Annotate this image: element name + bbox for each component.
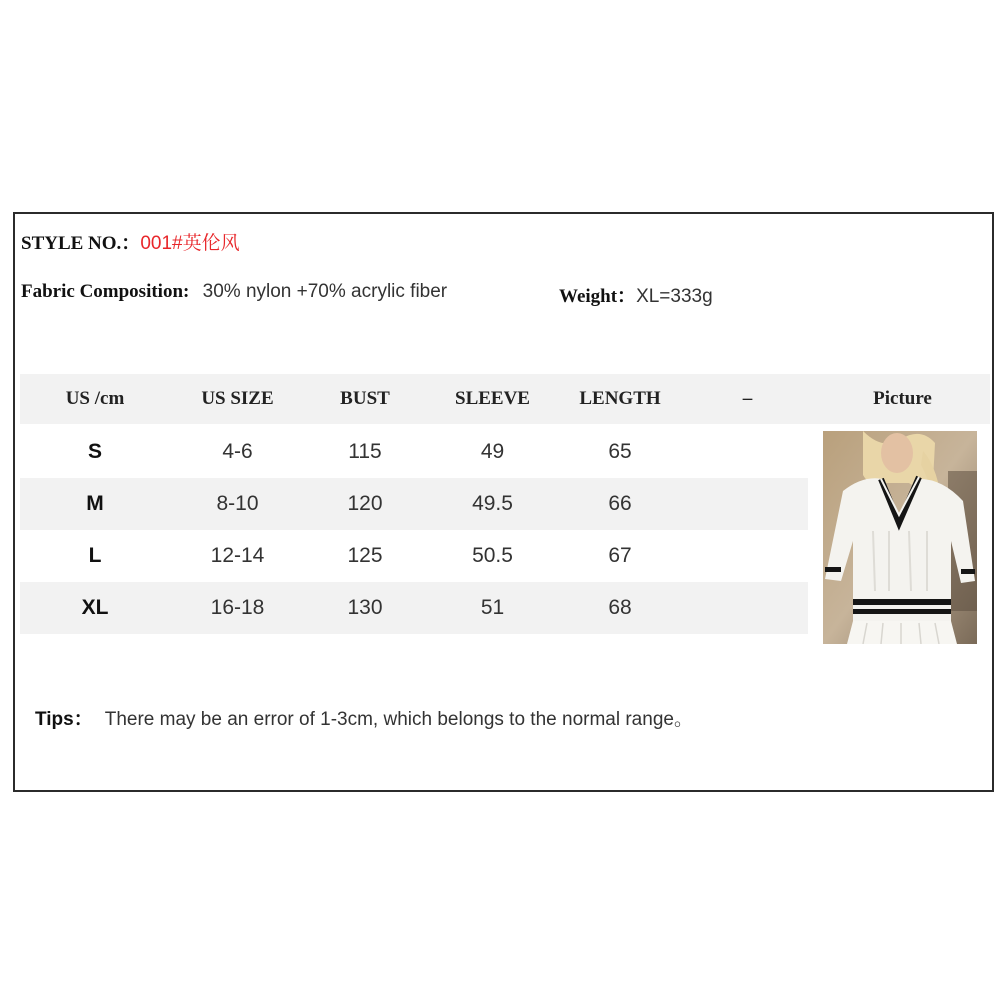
bust-cell: 120 bbox=[347, 492, 383, 515]
white-v-neck-sweater-photo bbox=[823, 431, 977, 644]
table-row bbox=[20, 582, 808, 634]
table-header-row bbox=[20, 374, 990, 424]
table-row bbox=[20, 478, 808, 530]
sleeve-cell: 50.5 bbox=[472, 544, 513, 567]
sleeve-cell: 49 bbox=[480, 440, 505, 463]
us-size-cell: 8-10 bbox=[216, 492, 259, 515]
size-cell: S bbox=[87, 440, 102, 463]
header-sleeve: SLEEVE bbox=[455, 388, 530, 409]
sleeve-cell: 49.5 bbox=[472, 492, 513, 515]
length-cell: 68 bbox=[608, 596, 632, 619]
header-us-cm: US /cm bbox=[65, 388, 125, 409]
sleeve-cell: 51 bbox=[480, 596, 505, 619]
tips-label: Tips： bbox=[35, 709, 93, 730]
size-chart-frame bbox=[13, 212, 994, 792]
us-size-cell: 12-14 bbox=[210, 544, 265, 567]
bust-cell: 125 bbox=[347, 544, 383, 567]
weight-label: Weight： bbox=[559, 286, 637, 307]
sweater-photo-illustration bbox=[823, 431, 977, 644]
length-cell: 67 bbox=[608, 544, 632, 567]
header-us-size: US SIZE bbox=[201, 388, 274, 409]
header-length: LENGTH bbox=[579, 388, 661, 409]
length-cell: 65 bbox=[608, 440, 632, 463]
size-cell: M bbox=[86, 492, 104, 515]
weight-value: XL=333g bbox=[636, 286, 713, 307]
us-size-cell: 16-18 bbox=[210, 596, 265, 619]
style-number-line bbox=[21, 228, 240, 255]
fabric-composition-value: 30% nylon +70% acrylic fiber bbox=[202, 281, 448, 302]
fabric-composition-line bbox=[21, 281, 447, 303]
style-number-value: 001#英伦风 bbox=[140, 233, 240, 254]
bust-cell: 130 bbox=[347, 596, 383, 619]
size-cell: L bbox=[88, 544, 102, 567]
header-bust: BUST bbox=[340, 388, 390, 409]
us-size-cell: 4-6 bbox=[222, 440, 253, 463]
size-cell: XL bbox=[81, 596, 109, 619]
style-number-label: STYLE NO.： bbox=[21, 233, 141, 254]
tips-text: There may be an error of 1-3cm, which belongs to the normal range。 bbox=[104, 709, 693, 730]
length-cell: 66 bbox=[608, 492, 632, 515]
bust-cell: 115 bbox=[348, 440, 382, 463]
weight-line bbox=[559, 281, 713, 308]
tips-line bbox=[35, 704, 693, 731]
fabric-composition-label: Fabric Composition: bbox=[21, 281, 190, 302]
header-dash: – bbox=[742, 388, 753, 409]
header-picture: Picture bbox=[873, 388, 932, 409]
table-row bbox=[20, 530, 808, 582]
table-row bbox=[20, 426, 808, 478]
